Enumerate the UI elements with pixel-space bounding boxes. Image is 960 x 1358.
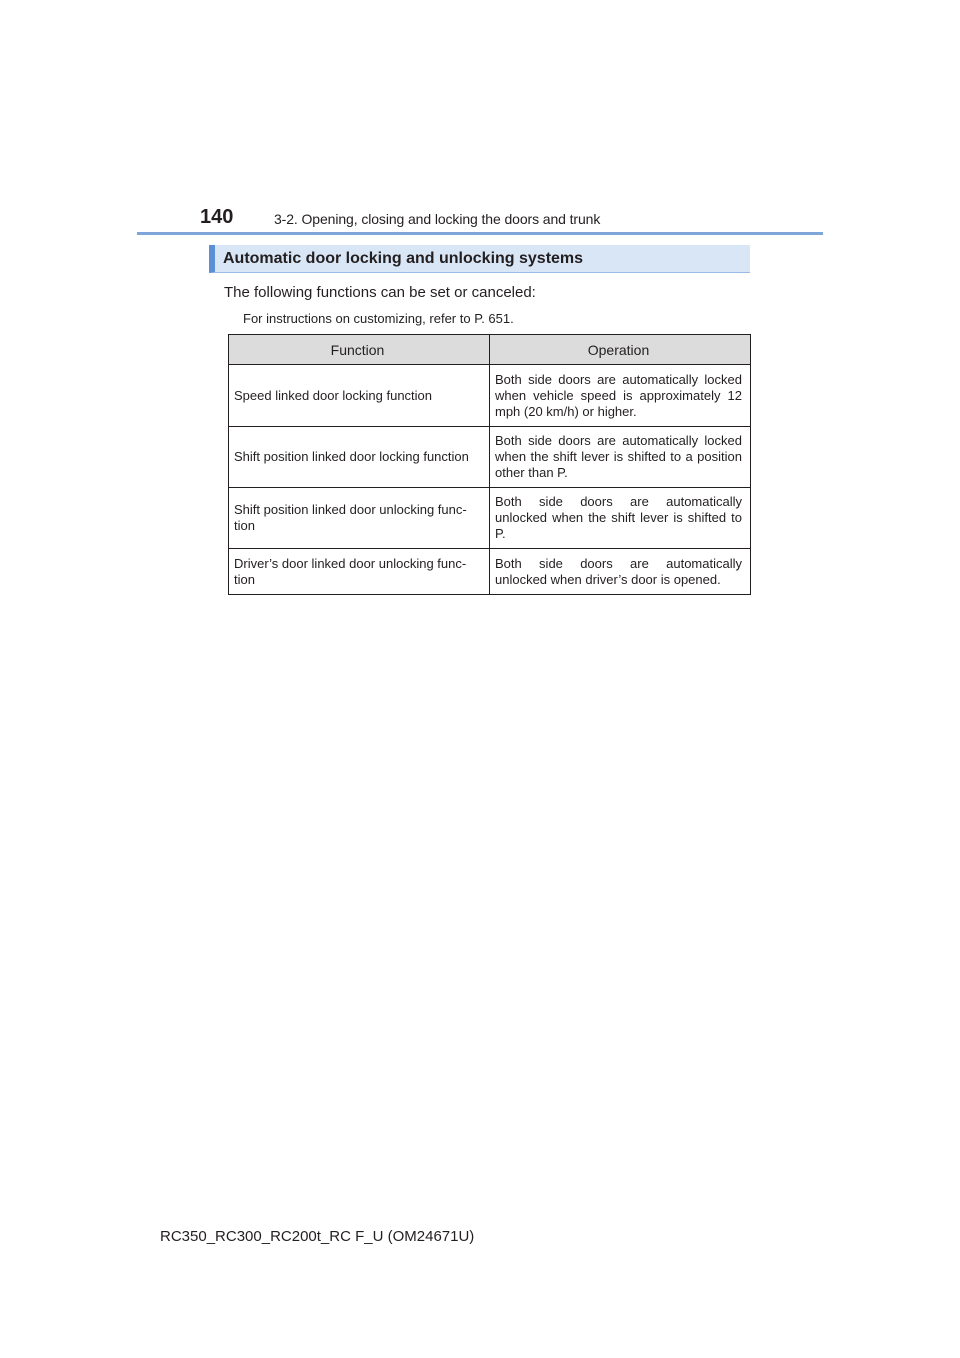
page-header bbox=[200, 204, 820, 232]
operation-cell: Both side doors are automatically locked when the shift lever is shifted to a position other than P. bbox=[490, 427, 751, 488]
function-cell: Driver’s door linked door unlocking func-tion bbox=[229, 549, 490, 595]
table-row bbox=[229, 488, 751, 549]
section-title: Automatic door locking and unlocking systems bbox=[223, 250, 584, 267]
intro-text: The following functions can be set or canceled: bbox=[224, 284, 536, 301]
table-row bbox=[229, 427, 751, 488]
column-header-function: Function bbox=[229, 335, 490, 365]
functions-table bbox=[228, 334, 751, 595]
table-row bbox=[229, 549, 751, 595]
function-cell: Shift position linked door unlocking func-tion bbox=[229, 488, 490, 549]
document-footer: RC350_RC300_RC200t_RC F_U (OM24671U) bbox=[160, 1228, 475, 1245]
operation-cell: Both side doors are automatically unlocked when driver’s door is opened. bbox=[490, 549, 751, 595]
chapter-title: 3-2. Opening, closing and locking the doors and trunk bbox=[274, 211, 601, 227]
table-header-row bbox=[229, 335, 751, 365]
function-cell: Shift position linked door locking function bbox=[229, 427, 490, 488]
function-cell: Speed linked door locking function bbox=[229, 365, 490, 427]
customization-note: For instructions on customizing, refer to P. 651. bbox=[243, 311, 514, 326]
table-row bbox=[229, 365, 751, 427]
operation-cell: Both side doors are automatically unlocked when the shift lever is shifted to P. bbox=[490, 488, 751, 549]
column-header-operation: Operation bbox=[490, 335, 751, 365]
operation-cell: Both side doors are automatically locked when vehicle speed is approximately 12 mph (20 km/h) or higher. bbox=[490, 365, 751, 427]
section-heading bbox=[209, 245, 750, 273]
header-divider bbox=[137, 232, 823, 235]
page-number: 140 bbox=[200, 206, 234, 228]
